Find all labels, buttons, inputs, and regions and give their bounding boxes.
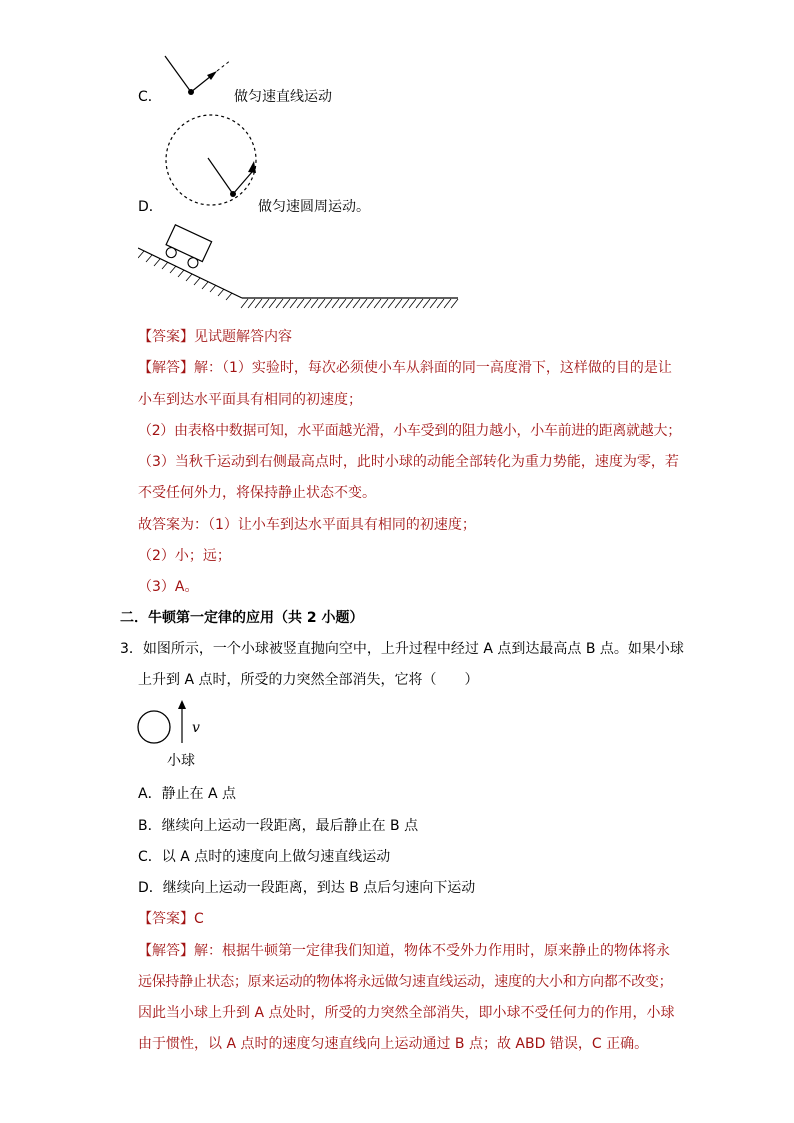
option-d-label: D． (138, 199, 163, 215)
ball-velocity-figure (136, 700, 216, 746)
q2-answer: 【答案】见试题解答内容 (138, 329, 292, 345)
q3-option-c: C．以 A 点时的速度向上做匀速直线运动 (138, 849, 391, 865)
q3-analysis-tag: 【解答】 (138, 943, 194, 959)
ball-label: 小球 (167, 753, 195, 769)
q3-stem: 上升到 A 点时，所受的力突然全部消失，它将（ ） (138, 672, 479, 688)
q3-option-b: B．继续向上运动一段距离，最后静止在 B 点 (138, 818, 419, 834)
q2-final-answer: （2）小；远； (138, 548, 231, 564)
q3-stem: 3．如图所示，一个小球被竖直抛向空中，上升过程中经过 A 点到达最高点 B 点。如果小球 (120, 641, 684, 657)
option-d-figure (160, 112, 264, 212)
q2-analysis-line: 解：（1）实验时，每次必须使小车从斜面的同一高度滑下，这样做的目的是让 (194, 360, 672, 376)
q3-option-d: D．继续向上运动一段距离，到达 B 点后匀速向下运动 (138, 880, 476, 896)
velocity-label: v (192, 720, 200, 736)
q2-analysis-line: （2）由表格中数据可知，水平面越光滑，小车受到的阻力越小，小车前进的距离就越大； (138, 423, 681, 439)
q3-answer: 【答案】C (138, 911, 204, 927)
q2-analysis-line: （3）当秋千运动到右侧最高点时，此时小球的动能全部转化为重力势能，速度为零，若 (138, 454, 679, 470)
q3-analysis-line: 因此当小球上升到 A 点处时，所受的力突然全部消失，即小球不受任何力的作用，小球 (138, 1005, 675, 1021)
q2-analysis-tag: 【解答】 (138, 360, 194, 376)
q2-analysis-line: 小车到达水平面具有相同的初速度； (138, 392, 362, 408)
option-c-label: C． (138, 89, 162, 105)
q3-analysis-line: 远保持静止状态；原来运动的物体将永远做匀速直线运动，速度的大小和方向都不改变； (138, 974, 673, 990)
q3-analysis-line: 解：根据牛顿第一定律我们知道，物体不受外力作用时，原来静止的物体将永 (194, 943, 670, 959)
incline-cart-figure (138, 220, 462, 310)
option-c-text: 做匀速直线运动 (234, 89, 332, 105)
section-title: 二．牛顿第一定律的应用（共 2 小题） (120, 610, 364, 626)
q2-final-answer: （3）A。 (138, 579, 199, 595)
option-d-text: 做匀速圆周运动。 (258, 199, 370, 215)
q2-final-answer: 故答案为：（1）让小车到达水平面具有相同的初速度； (138, 517, 476, 533)
q2-analysis-line: 不受任何外力，将保持静止状态不变。 (138, 485, 376, 501)
q3-option-a: A．静止在 A 点 (138, 786, 237, 802)
q3-analysis-line: 由于惯性，以 A 点时的速度匀速直线向上运动通过 B 点；故 ABD 错误，C 正确。 (138, 1036, 649, 1052)
option-c-figure (155, 48, 235, 104)
